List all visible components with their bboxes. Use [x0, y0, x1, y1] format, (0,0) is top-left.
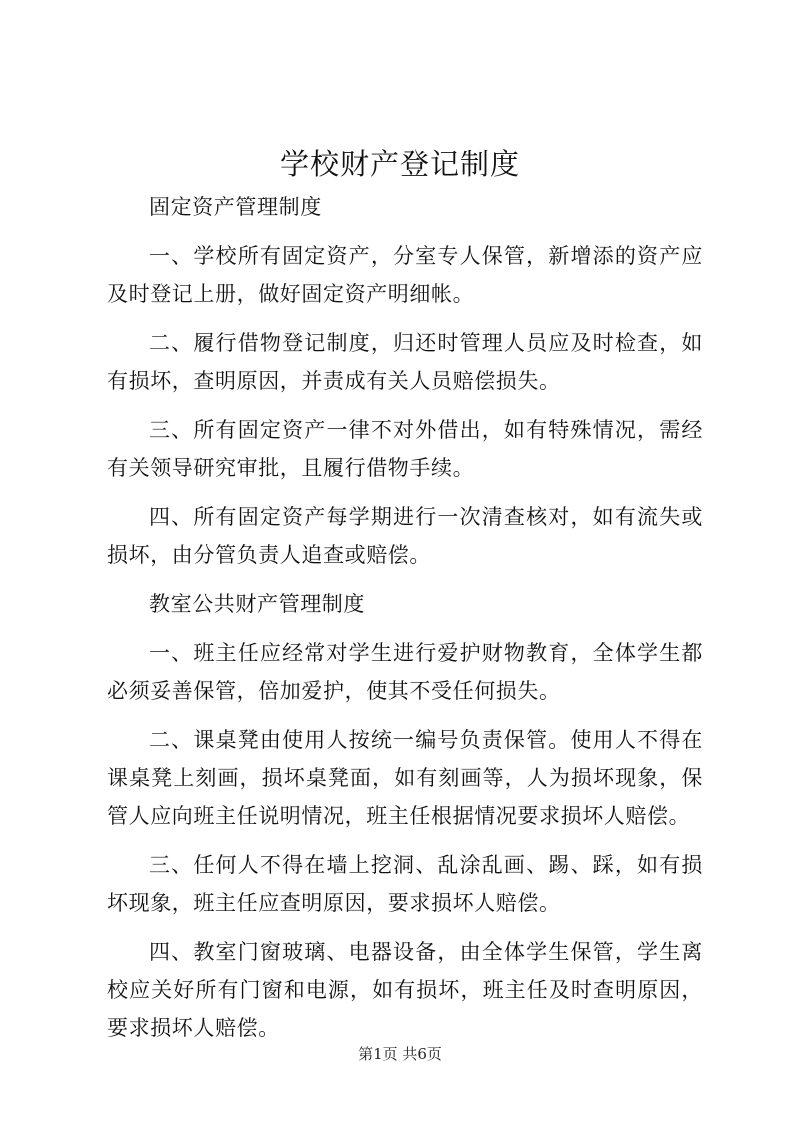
paragraph: 四、教室门窗玻璃、电器设备，由全体学生保管，学生离校应关好所有门窗和电源，如有损坏，班主任及时查明原因，要求损坏人赔偿。 — [107, 940, 703, 1040]
paragraph: 二、课桌凳由使用人按统一编号负责保管。使用人不得在课桌凳上刻画，损坏桌凳面，如有刻画等，人为损坏现象，保管人应向班主任说明情况，班主任根据情况要求损坏人赔偿。 — [107, 728, 703, 828]
page-footer: 第1页 共6页 — [358, 1045, 442, 1063]
paragraph: 三、所有固定资产一律不对外借出，如有特殊情况，需经有关领导研究审批，且履行借物手续。 — [107, 418, 703, 480]
paragraph: 一、学校所有固定资产，分室专人保管，新增添的资产应及时登记上册，做好固定资产明细帐。 — [107, 244, 703, 306]
paragraph: 二、履行借物登记制度，归还时管理人员应及时检查，如有损坏，查明原因，并责成有关人员赔偿损失。 — [107, 331, 703, 393]
paragraph: 三、任何人不得在墙上挖洞、乱涂乱画、踢、踩，如有损坏现象，班主任应查明原因，要求损坏人赔偿。 — [107, 853, 703, 915]
section-heading-classroom-property: 教室公共财产管理制度 — [149, 592, 365, 616]
section-heading-fixed-assets: 固定资产管理制度 — [149, 195, 322, 219]
paragraph: 一、班主任应经常对学生进行爱护财物教育，全体学生都必须妥善保管，倍加爱护，使其不受任何损失。 — [107, 641, 703, 703]
document-body — [107, 188, 703, 1058]
paragraph: 四、所有固定资产每学期进行一次清查核对，如有流失或损坏，由分管负责人追查或赔偿。 — [107, 505, 703, 567]
document-title: 学校财产登记制度 — [279, 147, 520, 181]
